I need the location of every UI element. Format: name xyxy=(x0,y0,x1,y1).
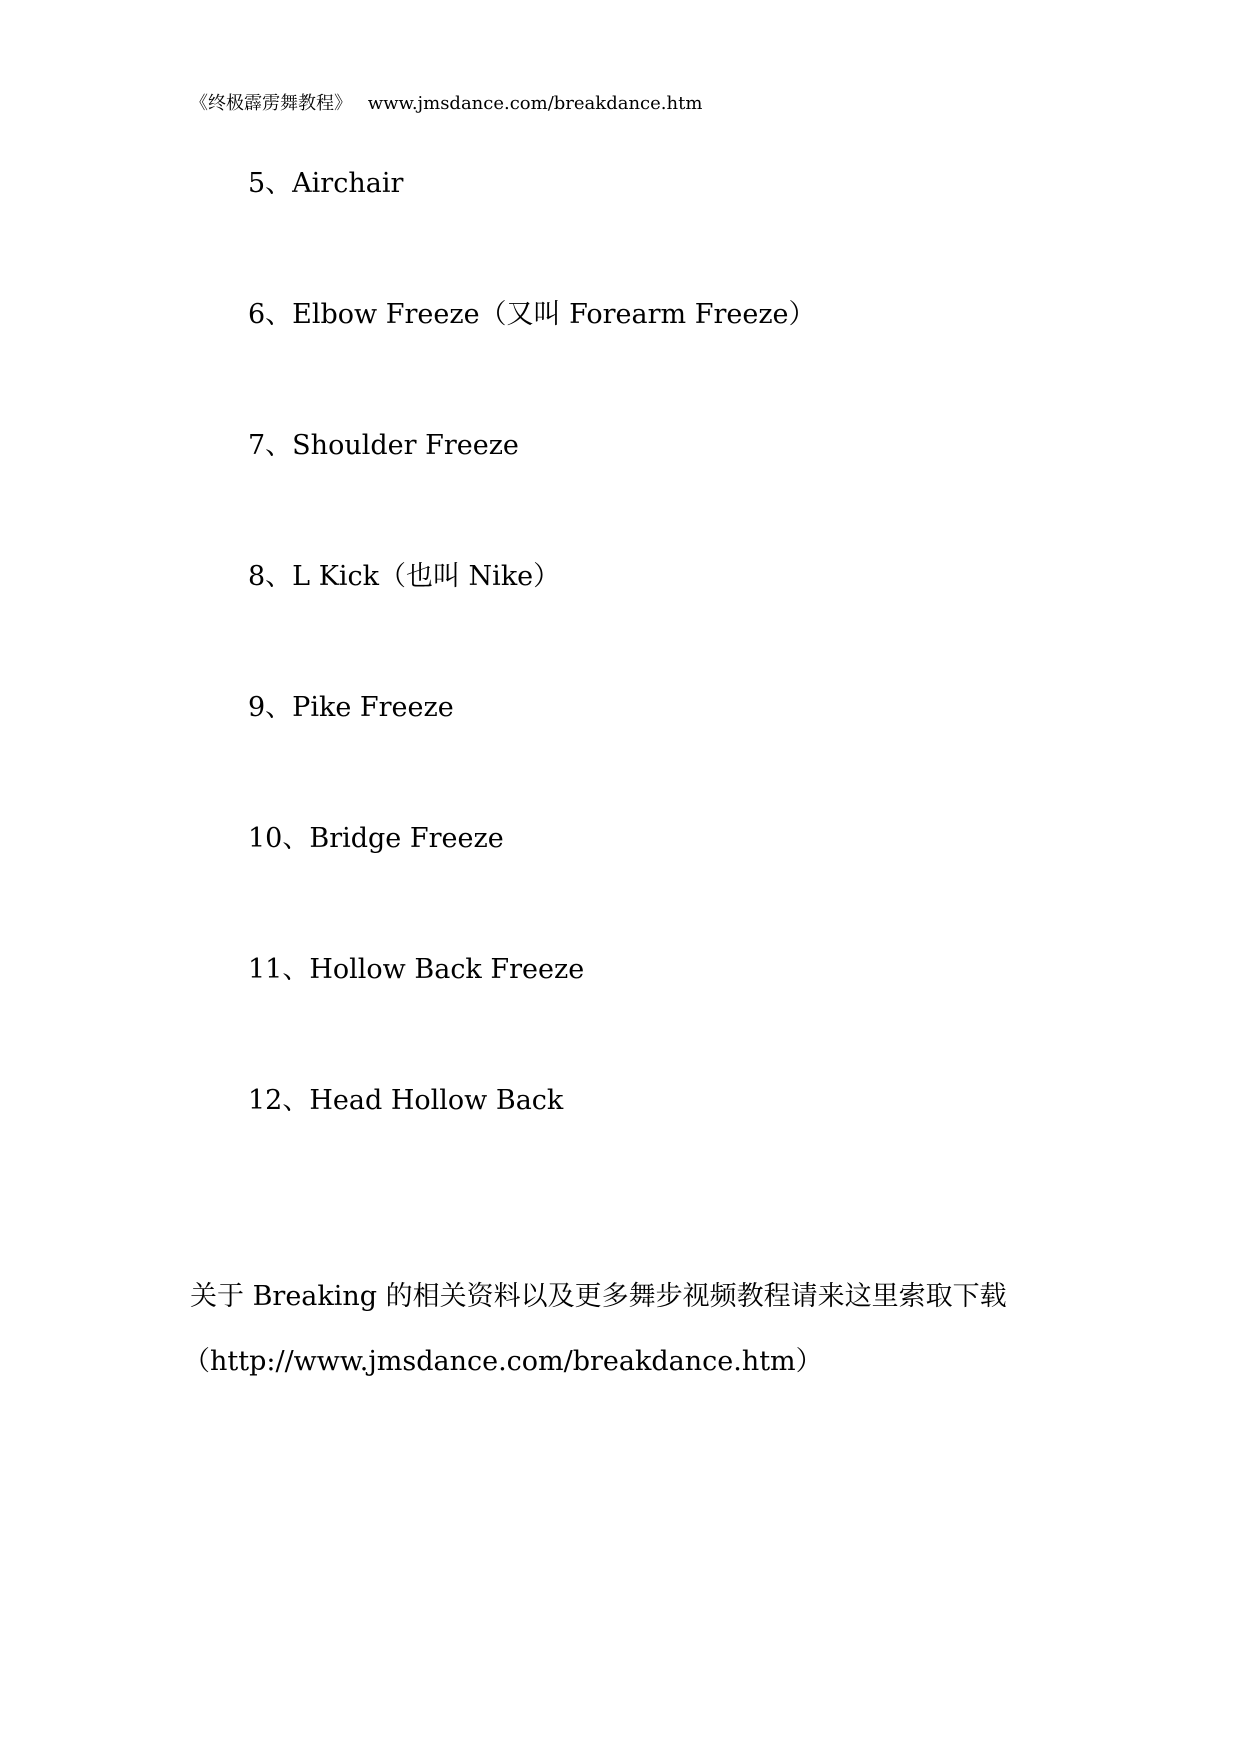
list-item: 9、Pike Freeze xyxy=(248,692,454,723)
header-url: www.jmsdance.com/breakdance.htm xyxy=(367,93,703,114)
header-title: 《终极霹雳舞教程》 xyxy=(190,93,352,114)
list-item: 11、Hollow Back Freeze xyxy=(248,954,585,985)
footer-link[interactable]: （http://www.jmsdance.com/breakdance.htm） xyxy=(183,1346,823,1377)
list-item: 8、L Kick（也叫 Nike） xyxy=(248,561,561,592)
freeze-move-list xyxy=(248,167,816,1215)
list-item: 6、Elbow Freeze（又叫 Forearm Freeze） xyxy=(248,299,816,330)
footer-text: 关于 Breaking 的相关资料以及更多舞步视频教程请来这里索取下载 xyxy=(190,1281,1007,1312)
list-item: 10、Bridge Freeze xyxy=(248,823,504,854)
footer-note xyxy=(183,1279,1007,1380)
list-item: 5、Airchair xyxy=(248,168,404,199)
page-header xyxy=(190,92,702,116)
list-item: 7、Shoulder Freeze xyxy=(248,430,519,461)
list-item: 12、Head Hollow Back xyxy=(248,1085,564,1116)
